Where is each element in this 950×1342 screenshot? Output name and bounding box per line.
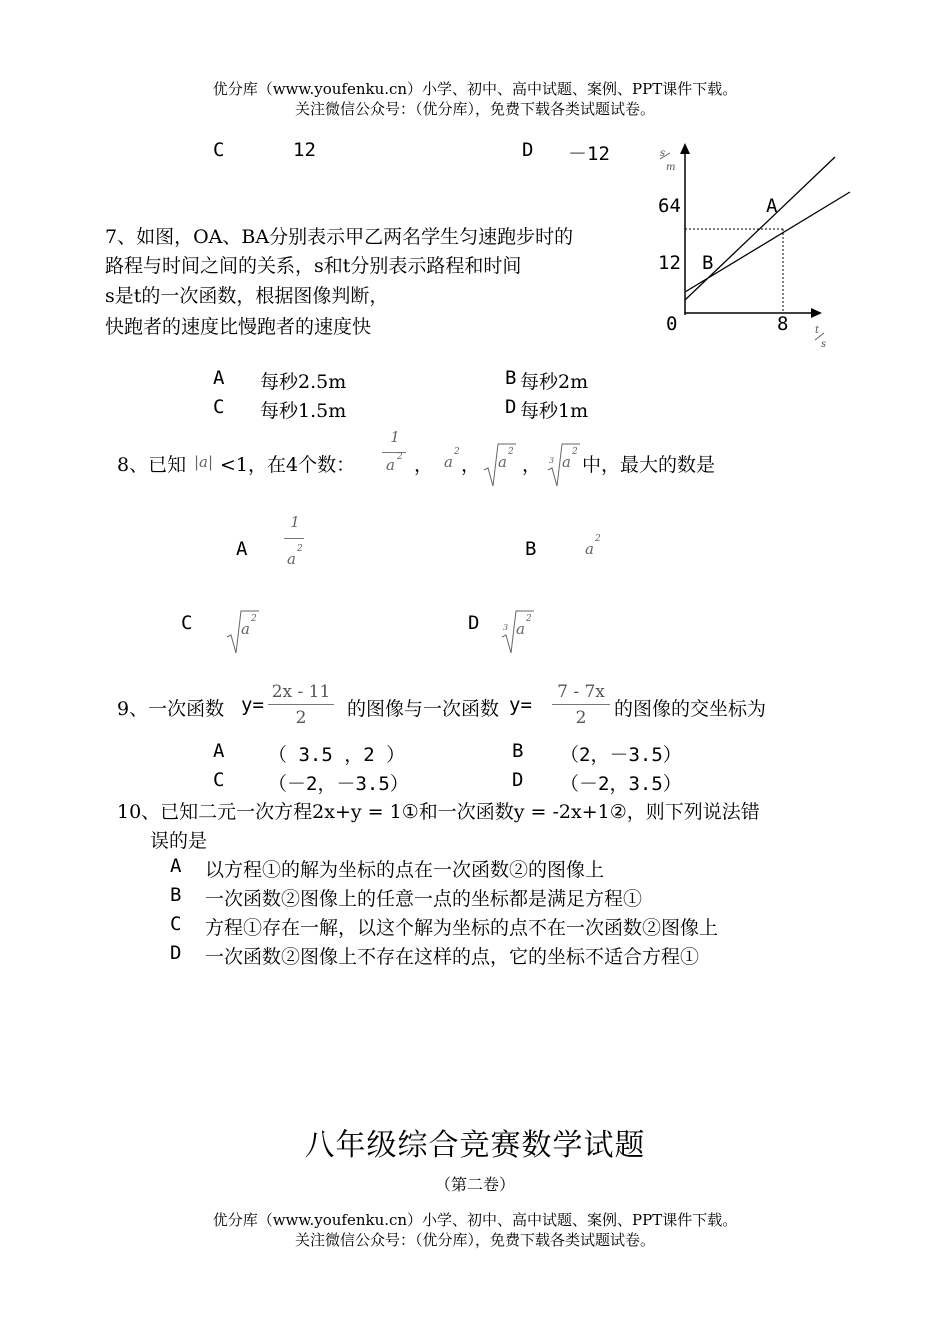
q8-abs-a: |a| (194, 453, 214, 471)
q10-option-b-label: B (170, 884, 182, 906)
q9-frac2-den: 2 (575, 708, 587, 728)
q8-sep-1: ， (414, 454, 434, 476)
q8-option-a-exp: 2 (297, 544, 303, 554)
q7-option-d-text: 每秒1m (520, 400, 589, 422)
q9-option-b-text: （2，－3.5） (560, 744, 682, 766)
q8-option-a-num: 1 (290, 513, 300, 531)
q8-sep-2: ， (461, 454, 481, 476)
q9-frac1-bar (268, 704, 334, 705)
q10-option-b-text: 一次函数②图像上的任意一点的坐标都是满足方程① (205, 888, 643, 910)
q6-option-d-value: －12 (568, 143, 610, 165)
header-line-1: 优分库（www.youfenku.cn）小学、初中、高中试题、案例、PPT课件下载。 (212, 80, 738, 98)
section-title: 八年级综合竞赛数学试题 (304, 1128, 646, 1163)
q9-y1: y= (241, 694, 264, 716)
q8-cbrt-a: a (562, 453, 571, 471)
q10-option-d-label: D (170, 942, 182, 964)
q8-option-b-label: B (525, 538, 537, 560)
q7-option-c-label: C (213, 396, 225, 418)
q7-graph (640, 140, 860, 355)
q9-option-d-label: D (512, 769, 524, 791)
q7-option-a-text: 每秒2.5m (260, 371, 347, 393)
q8-cbrt-index: 3 (549, 456, 555, 465)
y-unit-top: s (660, 148, 666, 159)
q8-a-sq-base: a (444, 453, 453, 471)
q9-mid: 的图像与一次函数 (347, 698, 500, 720)
q9-frac1-num: 2x - 11 (271, 682, 331, 702)
q8-sqrt-a: a (498, 453, 507, 471)
q6-option-d-label: D (522, 139, 534, 161)
q8-option-c-base: a (241, 620, 250, 638)
q8-sep-3: ， (522, 454, 542, 476)
q8-option-c-exp: 2 (251, 614, 257, 624)
footer-header-line-2: 关注微信公众号：（优分库），免费下载各类试题试卷。 (294, 1231, 655, 1249)
q8-cbrt-exp: 2 (572, 447, 578, 457)
q9-option-a-text: （ 3.5 ，2 ） (268, 744, 406, 766)
q9-option-d-text: （－2，3.5） (560, 773, 682, 795)
y-tick-64: 64 (658, 195, 681, 217)
q8-option-a-den: a (287, 550, 296, 568)
q7-option-a-label: A (213, 367, 225, 389)
q9-option-a-label: A (213, 740, 225, 762)
q8-option-b-exp: 2 (595, 534, 601, 544)
q7-option-b-label: B (505, 367, 517, 389)
q9-prefix: 9、一次函数 (117, 698, 225, 720)
x-unit-bottom: s (821, 339, 827, 350)
q8-option-a-bar (284, 538, 304, 539)
q7-option-d-label: D (505, 396, 517, 418)
section-subtitle: （第二卷） (434, 1175, 515, 1194)
q10-line-2: 误的是 (150, 830, 208, 852)
q6-option-c-label: C (213, 139, 225, 161)
q10-option-c-label: C (170, 913, 182, 935)
q10-option-a-text: 以方程①的解为坐标的点在一次函数②的图像上 (205, 859, 605, 881)
origin-label: 0 (666, 313, 678, 335)
point-a-label: A (766, 195, 778, 217)
x-axis-arrow-icon (811, 308, 822, 318)
q8-option-d-exp: 2 (526, 614, 532, 624)
q7-line-4: 快跑者的速度比慢跑者的速度快 (105, 316, 372, 338)
q10-option-c-text: 方程①存在一解，以这个解为坐标的点不在一次函数②图像上 (205, 917, 719, 939)
q8-a-sq-exp: 2 (454, 447, 460, 457)
header-line-2: 关注微信公众号：（优分库），免费下载各类试题试卷。 (294, 100, 655, 118)
q9-y2: y= (509, 694, 532, 716)
q8-option-d-base: a (516, 620, 525, 638)
q8-option-a-label: A (236, 538, 248, 560)
q8-frac-den-exp: 2 (397, 452, 403, 462)
footer-header-line-1: 优分库（www.youfenku.cn）小学、初中、高中试题、案例、PPT课件下载。 (212, 1211, 738, 1229)
q8-option-d-index: 3 (503, 623, 509, 632)
y-tick-12: 12 (658, 252, 681, 274)
q7-line-2: 路程与时间之间的关系，s和t分别表示路程和时间 (105, 255, 522, 277)
q8-sqrt-exp: 2 (508, 447, 514, 457)
q9-option-c-text: （－2，－3.5） (268, 773, 409, 795)
q7-line-3: s是t的一次函数，根据图像判断， (105, 285, 389, 307)
q9-frac2-bar (552, 704, 610, 705)
q9-option-c-label: C (213, 769, 225, 791)
q8-suffix: 中，最大的数是 (582, 454, 716, 476)
q7-option-b-text: 每秒2m (520, 371, 589, 393)
q8-prefix: 8、已知 (117, 454, 187, 476)
q8-frac-den-a: a (386, 456, 395, 474)
q10-option-a-label: A (170, 855, 182, 877)
q10-option-d-text: 一次函数②图像上不存在这样的点，它的坐标不适合方程① (205, 946, 700, 968)
q8-option-b-base: a (585, 540, 594, 558)
q9-suffix: 的图像的交坐标为 (614, 698, 767, 720)
q7-option-c-text: 每秒1.5m (260, 400, 347, 422)
q9-option-b-label: B (512, 740, 524, 762)
point-b-label: B (702, 252, 714, 274)
q9-frac2-num: 7 - 7x (557, 682, 605, 702)
q7-line-1: 7、如图，OA、BA分别表示甲乙两名学生匀速跑步时的 (105, 226, 574, 248)
q6-option-c-value: 12 (293, 139, 316, 161)
q8-option-d-label: D (468, 612, 480, 634)
q8-mid: <1，在4个数： (220, 454, 356, 476)
q10-line-1: 10、已知二元一次方程2x+y = 1①和一次函数y = -2x+1②，则下列说法错 (117, 801, 760, 823)
q8-option-c-label: C (181, 612, 193, 634)
y-unit-bottom: m (666, 162, 676, 173)
y-axis-arrow-icon (680, 143, 690, 154)
q9-frac1-den: 2 (295, 708, 307, 728)
q8-frac-numerator: 1 (390, 428, 400, 446)
x-tick-8: 8 (777, 313, 789, 335)
x-unit-top: t (815, 325, 820, 336)
